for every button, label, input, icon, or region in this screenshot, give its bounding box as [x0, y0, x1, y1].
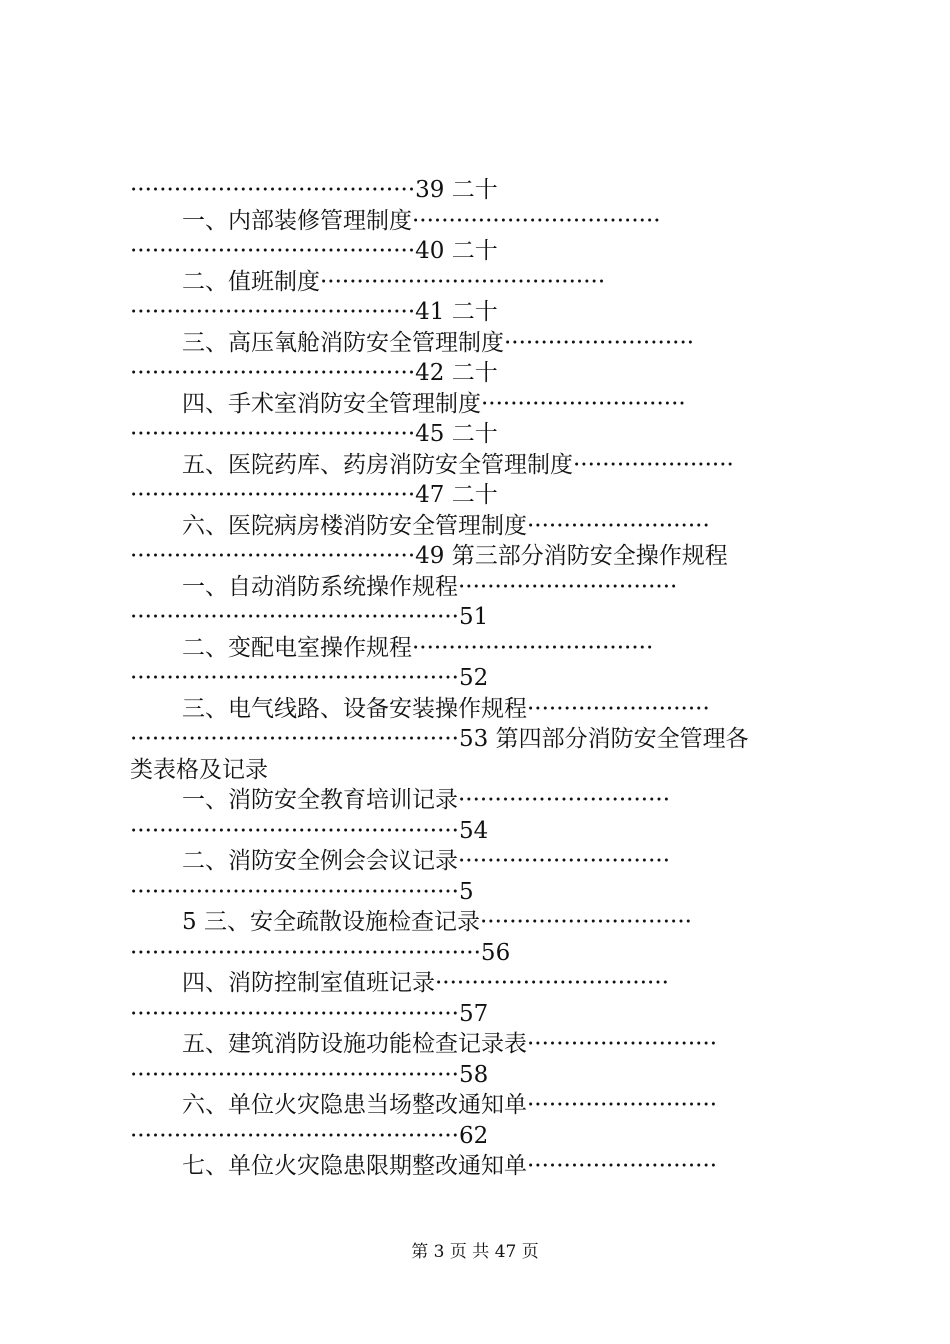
toc-entry: 一、自动消防系统操作规程······························ [182, 574, 678, 600]
toc-entry: 二、消防安全例会会议记录····························· [182, 848, 671, 874]
toc-line: ·······································42 二十 [130, 360, 498, 386]
toc-line: ·······································39 二十 [130, 177, 498, 203]
toc-entry: 六、医院病房楼消防安全管理制度························· [182, 513, 710, 539]
toc-line: ·············································51 [130, 604, 489, 630]
toc-entry: 六、单位火灾隐患当场整改通知单·························· [182, 1092, 718, 1118]
toc-line: ·······································47 二十 [130, 482, 498, 508]
toc-entry: 四、手术室消防安全管理制度···························· [182, 391, 686, 417]
toc-entry: 七、单位火灾隐患限期整改通知单·························· [182, 1153, 718, 1179]
toc-entry: 五、建筑消防设施功能检查记录表·························· [182, 1031, 718, 1057]
toc-line: 类表格及记录 [130, 757, 268, 783]
toc-line: ·············································58 [130, 1062, 489, 1088]
toc-entry: 三、电气线路、设备安装操作规程························· [182, 696, 710, 722]
page-footer: 第 3 页 共 47 页 [411, 1242, 539, 1262]
toc-line: ·······································49 第三部分消防安全操作规程 [130, 543, 728, 569]
toc-entry: 5 三、安全疏散设施检查记录····························· [182, 909, 692, 935]
toc-entry: 三、高压氧舱消防安全管理制度·························· [182, 330, 695, 356]
toc-entry: 四、消防控制室值班记录································ [182, 970, 669, 996]
toc-line: ·············································54 [130, 818, 489, 844]
toc-entry: 一、消防安全教育培训记录····························· [182, 787, 671, 813]
toc-line: ·············································62 [130, 1123, 489, 1149]
toc-line: ················································56 [130, 940, 511, 966]
toc-line: ·············································52 [130, 665, 489, 691]
toc-line: ·············································57 [130, 1001, 489, 1027]
toc-entry: 二、变配电室操作规程································· [182, 635, 654, 661]
toc-line: ·············································5 [130, 879, 474, 905]
toc-entry: 五、医院药库、药房消防安全管理制度······················ [182, 452, 734, 478]
toc-entry: 二、值班制度······································· [182, 269, 606, 295]
toc-line: ·······································40 二十 [130, 238, 498, 264]
toc-line: ·······································45 二十 [130, 421, 498, 447]
toc-line: ·······································41 二十 [130, 299, 498, 325]
toc-line: ·············································53 第四部分消防安全管理各 [130, 726, 749, 752]
toc-entry: 一、内部装修管理制度·································· [182, 208, 661, 234]
